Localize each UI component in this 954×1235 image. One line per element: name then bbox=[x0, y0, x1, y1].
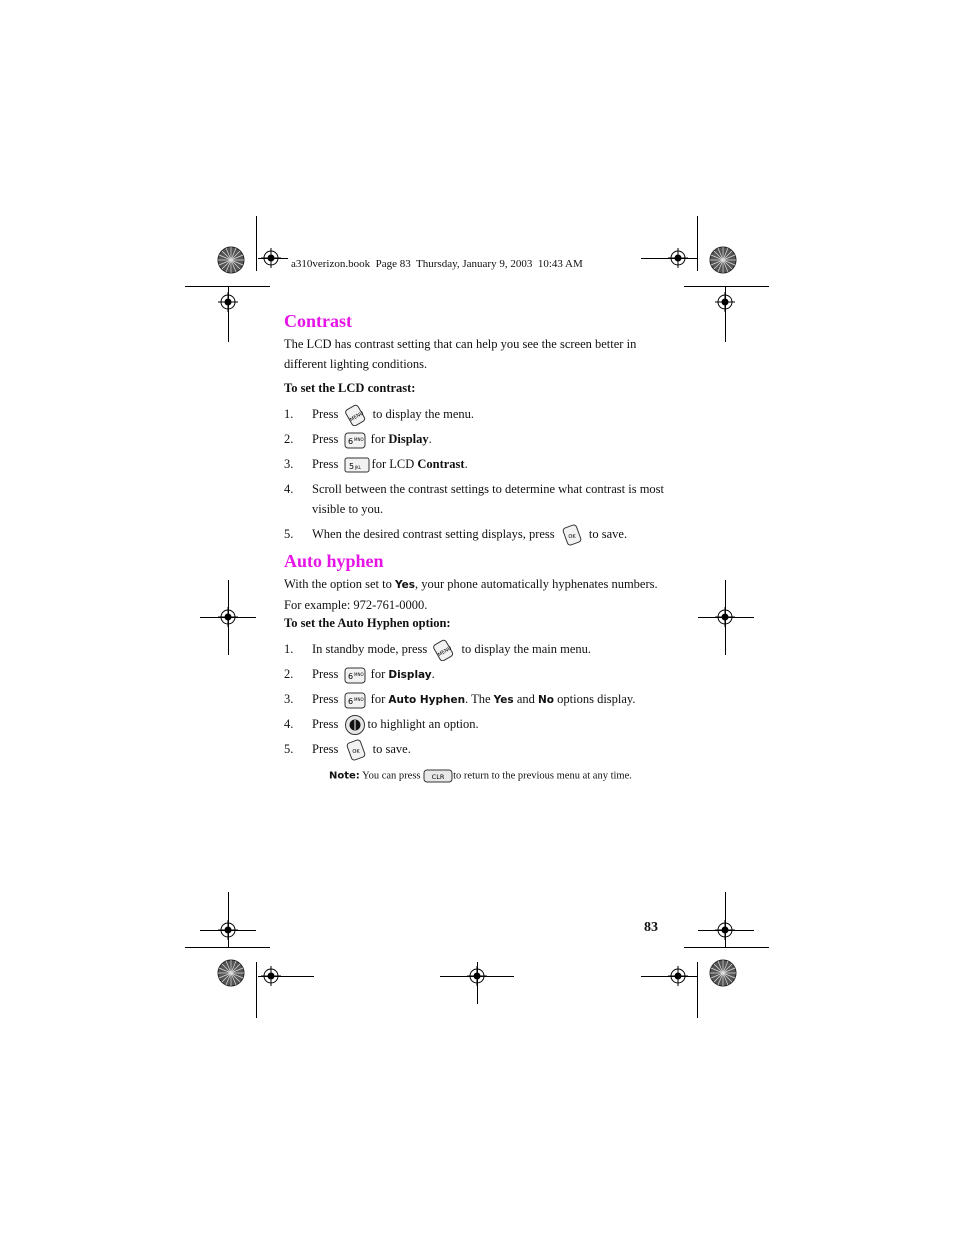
section-title-auto-hyphen: Auto hyphen bbox=[284, 551, 384, 571]
page-number: 83 bbox=[644, 920, 658, 935]
key-6-icon bbox=[344, 665, 366, 685]
svg-text:6: 6 bbox=[347, 672, 353, 682]
svg-text:6: 6 bbox=[347, 697, 353, 707]
svg-text:MNO: MNO bbox=[353, 672, 364, 678]
svg-text:6: 6 bbox=[347, 437, 353, 447]
svg-text:OK: OK bbox=[568, 534, 576, 541]
svg-text:JKL: JKL bbox=[354, 465, 361, 471]
key-6-icon bbox=[344, 430, 366, 450]
auto-hyphen-intro: With the option set to Yes, your phone automatically hyphenates numbers. For example: 972-761-0000. bbox=[284, 577, 658, 612]
menu-key-icon bbox=[344, 404, 368, 426]
svg-text:MNO: MNO bbox=[353, 437, 364, 443]
auto-hyphen-subheading: To set the Auto Hyphen option: bbox=[284, 616, 451, 630]
menu-key-icon bbox=[432, 639, 456, 661]
contrast-intro: The LCD has contrast setting that can help you see the screen better in different lighting conditions. bbox=[284, 337, 637, 371]
key-5-icon bbox=[344, 456, 370, 474]
contrast-subheading: To set the LCD contrast: bbox=[284, 381, 416, 395]
svg-text:MNO: MNO bbox=[353, 697, 364, 703]
svg-text:OK: OK bbox=[351, 749, 360, 756]
note: Note: You can press CLR to return to the previous menu at any time. bbox=[329, 768, 632, 784]
ok-key-icon bbox=[560, 524, 584, 546]
svg-text:MENU: MENU bbox=[348, 410, 365, 424]
svg-text:CLR: CLR bbox=[431, 773, 445, 781]
clr-key-icon bbox=[423, 768, 453, 784]
navigation-key-icon bbox=[344, 714, 366, 736]
ok-key-icon bbox=[344, 739, 368, 761]
svg-text:MENU: MENU bbox=[437, 645, 454, 659]
section-title-contrast: Contrast bbox=[284, 311, 352, 331]
key-6-icon bbox=[344, 690, 366, 710]
svg-text:5: 5 bbox=[348, 462, 354, 472]
book-header: a310verizon.book Page 83 Thursday, January 9, 2003 10:43 AM bbox=[291, 258, 583, 270]
